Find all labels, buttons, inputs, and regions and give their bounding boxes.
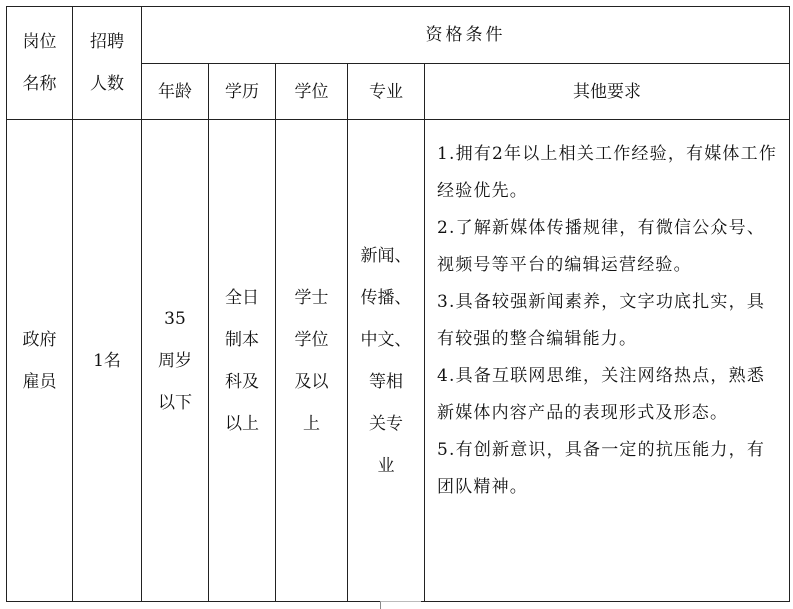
table-row xyxy=(7,120,790,602)
header-row-1 xyxy=(7,7,790,64)
requirement-item: 3.具备较强新闻素养，文字功底扎实，具有较强的整合编辑能力。 xyxy=(437,292,766,349)
header-major: 专业 xyxy=(348,64,425,120)
recruitment-table xyxy=(6,6,790,602)
cell-count: 1名 xyxy=(73,120,142,602)
cell-major: 新闻、 传播、 中文、 等相 关专 业 xyxy=(348,120,425,602)
requirement-item: 5.有创新意识，具备一定的抗压能力，有团队精神。 xyxy=(437,440,766,497)
header-degree: 学位 xyxy=(276,64,348,120)
header-other: 其他要求 xyxy=(425,64,790,120)
requirement-item: 1.拥有2年以上相关工作经验，有媒体工作经验优先。 xyxy=(437,144,778,201)
requirement-item: 2.了解新媒体传播规律，有微信公众号、视频号等平台的编辑运营经验。 xyxy=(437,218,766,275)
cell-degree: 学士 学位 及以 上 xyxy=(276,120,348,602)
header-age: 年龄 xyxy=(142,64,209,120)
header-count: 招聘 人数 xyxy=(73,7,142,120)
cell-position: 政府 雇员 xyxy=(7,120,73,602)
header-education: 学历 xyxy=(209,64,276,120)
requirement-item: 4.具备互联网思维，关注网络热点，熟悉新媒体内容产品的表现形式及形态。 xyxy=(437,366,766,423)
header-position: 岗位 名称 xyxy=(7,7,73,120)
cell-age: 35 周岁 以下 xyxy=(142,120,209,602)
cell-education: 全日 制本 科及 以上 xyxy=(209,120,276,602)
header-qualification: 资格条件 xyxy=(142,7,790,64)
cell-requirements xyxy=(425,120,790,602)
